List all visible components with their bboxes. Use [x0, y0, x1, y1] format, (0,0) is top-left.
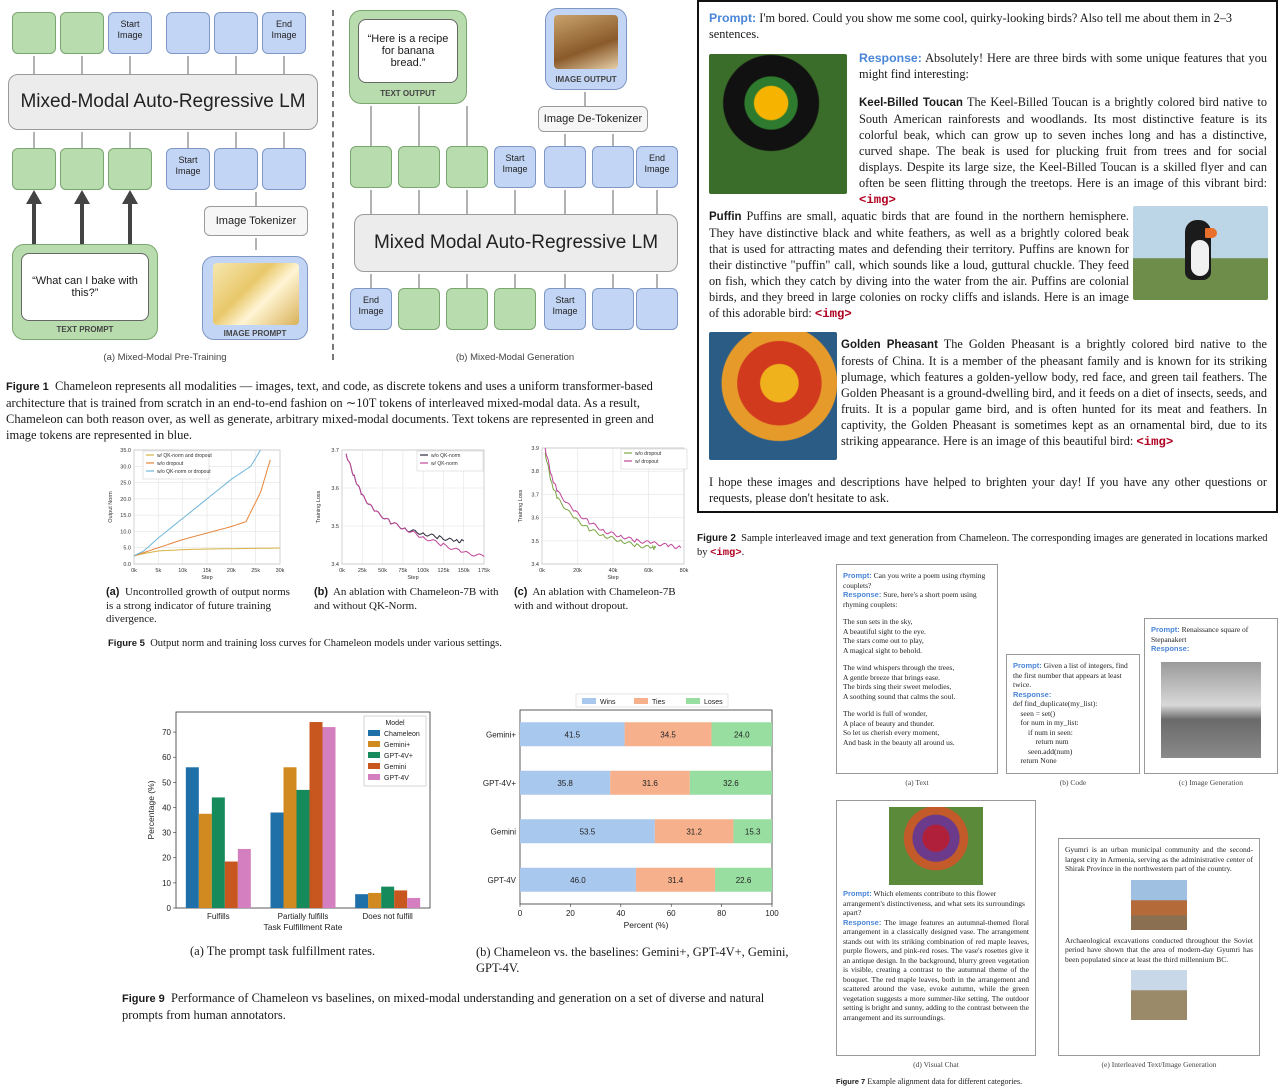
y-tick-label: 30: [162, 828, 171, 838]
data-label: 35.8: [557, 778, 573, 788]
figure-9-caption: Figure 9 Performance of Chameleon vs baselines, on mixed-modal understanding and generation on a set of diverse and natural prompts from human annotators.: [122, 991, 765, 1022]
x-axis-label: Percent (%): [623, 920, 669, 930]
figure-7-caption: Figure 7 Example alignment data for different categories.: [836, 1077, 1023, 1086]
x-tick-label: 80: [717, 909, 727, 918]
y-tick-label: 35.0: [120, 448, 131, 454]
legend-swatch: [368, 774, 380, 780]
fig2-prompt: Prompt: I'm bored. Could you show me some cool, quirky-looking birds? Also tell me about them in 2–3 sentences.: [709, 11, 1233, 41]
image-prompt-label: IMAGE PROMPT: [223, 329, 287, 338]
x-tick-label: 125k: [437, 568, 450, 574]
x-tick-label: 25k: [357, 568, 367, 574]
text-prompt-label: TEXT PROMPT: [56, 325, 114, 334]
x-axis-label: Step: [407, 575, 419, 580]
x-tick-label: 40: [616, 909, 626, 918]
y-tick-label: 3.4: [331, 562, 339, 568]
panel-divider: [332, 10, 334, 360]
fig9-subcaption-b: (b) Chameleon vs. the baselines: Gemini+, GPT-4V+, Gemini, GPT-4V.: [476, 945, 789, 975]
legend-swatch: [634, 698, 648, 704]
fig5-subcaption-a: (a) Uncontrolled growth of output norms is a strong indicator of future training divergence.: [106, 586, 290, 625]
text-prompt-box: [12, 244, 158, 340]
data-label: 31.2: [686, 827, 702, 837]
poem-stanza: [843, 709, 991, 747]
y-tick-label: 0: [166, 904, 171, 913]
fig2-response: Response: Absolutely! Here are three birds with some unique features that you might find interesting:: [859, 51, 1267, 81]
legend-label: Gemini+: [384, 742, 411, 749]
bar: [297, 790, 310, 908]
x-tick-label: 20k: [226, 568, 236, 574]
legend-swatch: [368, 741, 380, 747]
x-tick-label: 25k: [251, 568, 261, 574]
x-tick-label: Fulfills: [206, 912, 230, 921]
y-tick-label: 3.7: [531, 492, 539, 499]
subcaption-pretraining: (a) Mixed-Modal Pre-Training: [103, 352, 227, 363]
bar: [310, 722, 323, 908]
end-image-token: End Image: [262, 12, 306, 54]
alignment-card-interleaved: Gyumri is an urban municipal community and the second-largest city in Armenia, serving as the administrative center of Shirak Province in the northwestern part of the country. Archaeological excavations conducted throughout the Soviet period have shown that the area of modern-day Gyumri has been populated since at least the third millennium BC.: [1058, 838, 1260, 1056]
y-tick-label: GPT-4V+: [482, 778, 516, 788]
poem-line: A gentle breeze that brings ease.: [843, 672, 941, 682]
x-axis-label: Step: [607, 575, 619, 580]
x-tick-label: Does not fulfill: [362, 912, 413, 921]
bar: [323, 727, 336, 908]
generation-arrows: [340, 0, 690, 300]
legend-label: Ties: [652, 699, 665, 706]
x-tick-label: 15k: [202, 568, 212, 574]
x-tick-label: 40k: [608, 568, 618, 574]
y-tick-label: 3.6: [531, 515, 539, 522]
text-prompt: “What can I bake with this?”: [21, 253, 149, 321]
y-tick-label: 3.4: [531, 562, 539, 568]
fig2-bird-toucan: Keel-Billed Toucan The Keel-Billed Toucan is a brightly colored bird native to South American rainforests and woodlands. Its most distinctive feature is its colorful beak, which can grow up to seven inches long and has a distinctive, curved shape. The beak is used for plucking fruit from trees and for social displays. Despite its large size, the Keel-Billed Toucan is a skilled flyer and can often be seen flitting through the treetops. Here is an image of this vibrant bird: <img>: [859, 95, 1267, 207]
figure-1-text: Chameleon represents all modalities — images, text, and code, as discrete tokens and uses a uniform transformer-based architecture that is trained from scratch in an end-to-end fashion on ∼10T tokens of interleaved mixed-modal data. As a result, Chameleon can both reason over, as well as generate, arbitrary mixed-modal documents. Text tokens are represented in green and image tokens are represented in blue.: [6, 379, 654, 442]
legend-label: w/ QK-norm: [431, 461, 458, 467]
chart-dropout-loss: [514, 444, 690, 580]
stepanakert-image: [1161, 662, 1261, 758]
image-output-label: IMAGE OUTPUT: [555, 75, 617, 84]
y-tick-label: 3.9: [531, 446, 539, 452]
y-tick-label: 70: [162, 728, 171, 738]
fig5-subcaption-c: (c) An ablation with Chameleon-7B with and without dropout.: [514, 586, 676, 612]
bananas-image: [213, 263, 299, 325]
image-detokenizer: Image De-Tokenizer: [538, 106, 648, 132]
x-tick-label: 175k: [478, 568, 490, 574]
data-label: 22.6: [735, 875, 752, 885]
end-image-token: End Image: [350, 288, 392, 330]
x-tick-label: Partially fulfills: [277, 912, 329, 921]
x-tick-label: 30k: [275, 568, 285, 574]
fig5-subcaption-b: (b) An ablation with Chameleon-7B with and without QK-Norm.: [314, 586, 499, 612]
poem-line: And bask in the beauty all around us.: [843, 737, 955, 747]
x-tick-label: 5k: [155, 568, 162, 574]
toucan-image: [709, 54, 847, 194]
x-tick-label: 100: [765, 909, 779, 918]
y-tick-label: 5.0: [123, 545, 131, 552]
end-image-token: End Image: [636, 146, 678, 188]
poem-line: The sun sets in the sky,: [843, 617, 913, 626]
y-tick-label: 60: [162, 753, 171, 763]
chart-qknorm-loss: [312, 444, 490, 580]
poem-line: The birds sing their sweet melodies,: [843, 682, 952, 691]
card-label-interleaved: (e) Interleaved Text/Image Generation: [1101, 1060, 1217, 1069]
x-axis-label: Task Fulfillment Rate: [263, 922, 343, 932]
bar: [199, 814, 212, 908]
subcaption-generation: (b) Mixed-Modal Generation: [455, 352, 575, 363]
legend-label: w/o QK-norm: [431, 453, 461, 459]
bar: [368, 893, 381, 908]
y-tick-label: 15.0: [120, 513, 131, 520]
x-tick-label: 20k: [573, 568, 582, 574]
x-tick-label: 0k: [539, 568, 545, 574]
legend-label: GPT-4V+: [384, 753, 413, 760]
x-tick-label: 50k: [378, 568, 388, 574]
legend-label: w/o QK-norm or dropout: [157, 469, 211, 475]
data-label: 15.3: [744, 827, 761, 837]
chart-fulfillment-rates: [140, 706, 446, 936]
x-axis-label: Step: [201, 575, 213, 580]
text-output-label: TEXT OUTPUT: [380, 89, 436, 98]
x-tick-label: 150k: [457, 568, 470, 574]
bar: [407, 898, 420, 908]
start-image-token: Start Image: [494, 146, 536, 188]
pheasant-image: [709, 332, 837, 460]
y-tick-label: 30.0: [120, 464, 131, 471]
data-label: 24.0: [733, 730, 750, 740]
y-axis-label: Percentage (%): [146, 780, 156, 840]
y-tick-label: Gemini: [490, 827, 516, 837]
y-tick-label: GPT-4V: [487, 875, 516, 885]
bar: [355, 894, 368, 908]
image-prompt-box: [202, 256, 308, 340]
bar: [381, 887, 394, 908]
card-label-text: (a) Text: [905, 778, 929, 787]
figure-2-panel: [697, 0, 1278, 513]
data-label: 31.4: [667, 875, 684, 885]
x-tick-label: 20: [565, 909, 575, 918]
legend-label: w/o dropout: [157, 461, 184, 467]
start-image-token: Start Image: [108, 12, 152, 54]
legend-swatch: [368, 730, 380, 736]
bar: [212, 797, 225, 908]
bar: [238, 849, 251, 908]
y-axis-label: Training Loss: [316, 490, 322, 524]
card-label-code: (b) Code: [1059, 778, 1087, 787]
poem-text: [843, 617, 991, 747]
alignment-card-image-generation: Prompt: Renaissance square of Stepanakert Response:: [1144, 618, 1278, 774]
fig2-closing: I hope these images and descriptions have helped to brighten your day! If you have any other questions or requests, please don't hesitate to ask.: [709, 475, 1267, 505]
figure-1-number: Figure 1: [6, 381, 49, 393]
y-tick-label: 10.0: [120, 529, 131, 536]
legend-label: Gemini: [384, 764, 407, 771]
y-tick-label: 3.6: [331, 486, 339, 492]
legend-label: GPT-4V: [384, 775, 409, 782]
chart-wins-ties-loses: [470, 690, 788, 936]
text-output: “Here is a recipe for banana bread.”: [358, 19, 458, 83]
legend-swatch: [368, 752, 380, 758]
pretrain-arrows: [0, 0, 330, 250]
legend-label: Chameleon: [384, 731, 420, 738]
bar: [271, 813, 284, 908]
poem-line: The wind whispers through the trees,: [843, 663, 955, 672]
y-tick-label: 20: [162, 853, 171, 863]
legend-label: Loses: [704, 699, 723, 706]
x-tick-label: 75k: [398, 568, 408, 574]
poem-line: A soothing sound that calms the soul.: [843, 691, 956, 701]
data-label: 34.5: [660, 730, 676, 740]
data-label: 32.6: [723, 778, 739, 788]
bar: [186, 767, 199, 908]
poem-line: The world is full of wonder,: [843, 709, 928, 718]
flower-image: [889, 807, 983, 885]
legend-label: w/o dropout: [635, 451, 662, 457]
lm-block-generation: Mixed Modal Auto-Regressive LM: [354, 214, 678, 272]
fig9-subcaption-a: (a) The prompt task fulfillment rates.: [190, 944, 376, 958]
x-tick-label: 10k: [178, 568, 188, 574]
chart-output-norm: [104, 444, 290, 580]
y-tick-label: 10: [162, 878, 171, 888]
gyumri-image: [1131, 880, 1187, 930]
y-axis-label: Training Loss: [518, 489, 524, 523]
data-label: 46.0: [570, 875, 586, 885]
bar: [225, 862, 238, 908]
alignment-card-code: Prompt: Given a list of integers, find the first number that appears at least twice. Response: def find_duplicate(my_list): seen = set() for num in my_list: if num in seen: return num seen.add(num) return None: [1006, 654, 1140, 774]
poem-stanza: [843, 617, 991, 655]
legend-label: w/ dropout: [635, 459, 659, 465]
x-tick-label: 0: [517, 909, 523, 918]
y-axis-label: Output Norm: [108, 491, 114, 523]
x-tick-label: 0k: [131, 568, 137, 574]
puffin-image: [1133, 206, 1268, 300]
x-tick-label: 100k: [417, 568, 430, 574]
excavation-image: [1131, 970, 1187, 1020]
x-tick-label: 80k: [679, 568, 689, 574]
lm-block-pretrain: Mixed-Modal Auto-Regressive LM: [8, 74, 318, 130]
alignment-card-text: Prompt: Can you write a poem using rhyming couplets? Response: Sure, here's a short poem using rhyming couplets: The sun sets in the sky, A beautiful sight to the eye. The stars come out to play, A magical sight to behold. The wind whispers through the trees, A gentle breeze that brings ease. The birds sing their sweet melodies, A soothing sound that calms the soul. The world is full of wonder, A place of beauty and thunder. So let us cherish every moment, And bask in the beauty all around us.: [836, 564, 998, 774]
start-image-token: Start Image: [544, 288, 586, 330]
y-tick-label: 0.0: [123, 562, 131, 568]
legend-swatch: [582, 698, 596, 704]
fig2-bird-pheasant: Golden Pheasant The Golden Pheasant is a brightly colored bird native to the forests of China. It is a member of the pheasant family and is known for its striking plumage, which features a golden-yellow body, red face, and green tail feathers. The Golden Pheasant is a ground-dwelling bird, and it feeds on a diet of insects, seeds, and fruits. It is a popular game bird, and is often hunted for its meat and feathers. In captivity, the Golden Pheasant is sometimes kept as an ornamental bird, due to its striking appearance. Here is an image of this beautiful bird: <img>: [841, 337, 1267, 449]
legend-label: w/ QK-norm and dropout: [157, 453, 212, 459]
y-tick-label: 3.5: [331, 524, 339, 530]
poem-line: A magical sight to behold.: [843, 645, 922, 655]
x-tick-label: 60: [666, 909, 676, 918]
y-tick-label: 3.7: [331, 448, 339, 454]
legend-swatch: [368, 763, 380, 769]
alignment-card-visual-chat: Prompt: Which elements contribute to this flower arrangement's distinctiveness, and what sets its surroundings apart? Response: The image features an autumnal-themed floral arrangement in a classically designed vase. The arrangement stands out with its striking combination of red maple leaves, purple flowers, and pink-red roses. The vase's rosettes give it an antique design. In the background, blurry green vegetation is visible, creating a contrast to the autumnal theme of the bouquet. The red maple leaves, both in the arrangement and scattered around the vase, evoke autumn, while the green vegetation suggests a more summer-like setting. The outdoor setting is bright and sunny, adding to the contrast between the arrangement and its surroundings.: [836, 800, 1036, 1056]
y-tick-label: 25.0: [120, 480, 131, 487]
y-tick-label: Gemini+: [485, 730, 516, 740]
data-label: 53.5: [579, 827, 596, 837]
poem-line: A beautiful sight to the eye.: [843, 626, 926, 636]
bar: [284, 767, 297, 908]
card-label-visual-chat: (d) Visual Chat: [913, 1060, 959, 1069]
poem-line: A place of beauty and thunder.: [843, 718, 935, 728]
card-label-image-generation: (c) Image Generation: [1178, 778, 1244, 787]
figure-1-caption: [6, 378, 686, 443]
y-tick-label: 20.0: [120, 496, 131, 503]
code-block: def find_duplicate(my_list): seen = set() for num in my_list: if num in seen: return num seen.add(num) return None: [1013, 699, 1098, 765]
poem-line: The stars come out to play,: [843, 636, 924, 645]
y-tick-label: 3.8: [531, 469, 539, 476]
legend-swatch: [686, 698, 700, 704]
fig2-bird-puffin: Puffin Puffins are small, aquatic birds that are found in the northern hemisphere. They have distinctive black and white feathers, as well as a brightly colored beak that is used for attracting mates and defending their territory. Puffins are known for their distinctive "puffin" call, which sounds like a loud, guttural chuckle. They feed on fish, which they catch by diving into the water from the air. Puffins are colonial birds, and they breed in large colonies on rocky cliffs and islands. Here is an image of this adorable bird: <img>: [709, 209, 1129, 321]
poem-stanza: [843, 663, 991, 701]
x-tick-label: 60k: [644, 568, 653, 574]
legend-label: Wins: [600, 699, 616, 706]
y-tick-label: 3.5: [531, 538, 539, 545]
data-label: 41.5: [564, 730, 581, 740]
legend-title: Model: [385, 720, 405, 727]
figure-2-caption: Figure 2 Sample interleaved image and text generation from Chameleon. The corresponding images are generated in locations marked by <img>.: [697, 533, 1268, 559]
start-image-token: Start Image: [166, 148, 210, 190]
poem-line: So let us cherish every moment,: [843, 728, 940, 737]
y-tick-label: 40: [162, 803, 171, 813]
x-tick-label: 0k: [339, 568, 345, 574]
y-tick-label: 50: [162, 778, 171, 788]
image-tokenizer: Image Tokenizer: [204, 206, 308, 236]
data-label: 31.6: [642, 778, 658, 788]
bar: [394, 890, 407, 908]
figure-5-caption: Figure 5 Output norm and training loss curves for Chameleon models under various settings.: [108, 638, 502, 649]
